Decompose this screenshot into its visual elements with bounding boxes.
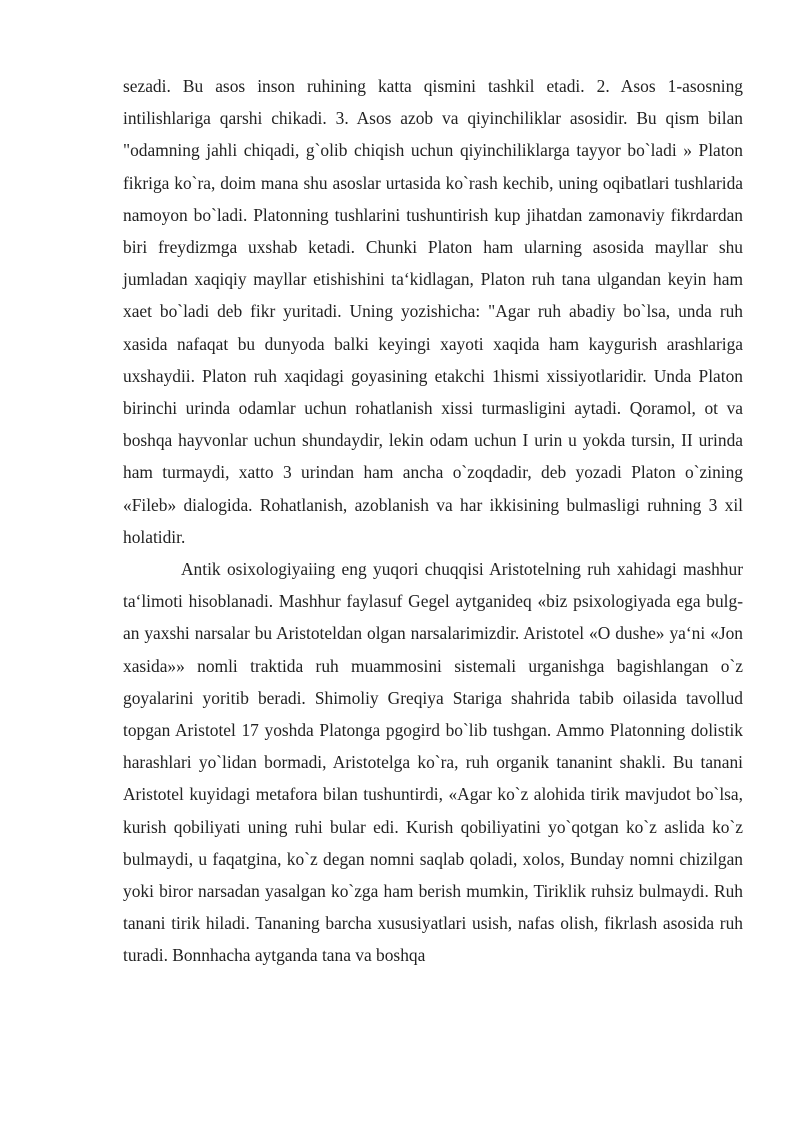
body-paragraph: sezadi. Bu asos inson ruhining katta qismini tashkil etadi. 2. Asos 1-asosning intilishlariga qarshi chikadi. 3. Asos azob va qiyinchiliklar asosidir. Bu qism bilan "odamning jahli chiqadi, g`olib chiqish uchun qiyinchiliklarga tayyor bo`ladi » Platon fikriga ko`ra, doim mana shu asoslar urtasida ko`rash kechib, uning oqibatlari tushlarida namoyon bo`ladi. Platonning tushlarini tushuntirish kup jihatdan zamonaviy fikrdardan biri freydizmga uxshab ketadi. Chunki Platon ham ularning asosida mayllar shu jumladan xaqiqiy mayllar etishishini ta‘kidlagan, Platon ruh tana ulgandan keyin ham xaet bo`ladi deb fikr yuritadi. Uning yozishicha: "Agar ruh abadiy bo`lsa, unda ruh xasida nafaqat bu dunyoda balki keyingi xayoti xaqida ham kaygurish arashlariga uxshaydii. Platon ruh xaqidagi goyasining etakchi 1hismi xissiyotlaridir. Unda Platon birinchi urinda odamlar uchun rohatlanish xissi turmasligini aytadi. Qoramol, ot va boshqa hayvonlar uchun shundaydir, lekin odam uchun I urin u yokda tursin, II urinda ham turmaydi, xatto 3 urindan ham ancha o`zoqdadir, deb yozadi Platon o`zining «Fileb» dialogida. Rohatlanish, azoblanish va har ikkisining bulmasligi ruhning 3 xil holatidir.: [123, 76, 743, 547]
document-page: [123, 70, 743, 972]
body-paragraph: Antik osixologiyaiing eng yuqori chuqqisi Aristotelning ruh xahidagi mashhur ta‘limoti hisoblanadi. Mashhur faylasuf Gegel aytganideq «biz psixologiyada ega bulg-an yaxshi narsalar bu Aristoteldan olgan narsalarimizdir. Aristotel «O dushe» ya‘ni «Jon xasida»» nomli traktida ruh muammosini sistemali urganishga bagishlangan o`z goyalarini yoritib beradi. Shimoliy Greqiya Stariga shahrida tabib oilasida tavollud topgan Aristotel 17 yoshda Platonga pgogird bo`lib tushgan. Ammo Platonning dolistik harashlari yo`lidan bormadi, Aristotelga ko`ra, ruh organik tananint shakli. Bu tanani Aristotel kuyidagi metafora bilan tushuntirdi, «Agar ko`z alohida tirik mavjudot bo`lsa, kurish qobiliyati uning ruhi bular edi. Kurish qobiliyatini yo`qotgan ko`z aslida ko`z bulmaydi, u faqatgina, ko`z degan nomni saqlab qoladi, xolos, Bunday nomni chizilgan yoki biror narsadan yasalgan ko`zga ham berish mumkin, Tiriklik ruhsiz bulmaydi. Ruh tanani tirik hiladi. Tananing barcha xususiyatlari usish, nafas olish, fikrlash asosida ruh turadi. Bonnhacha aytganda tana va boshqa: [123, 559, 743, 966]
